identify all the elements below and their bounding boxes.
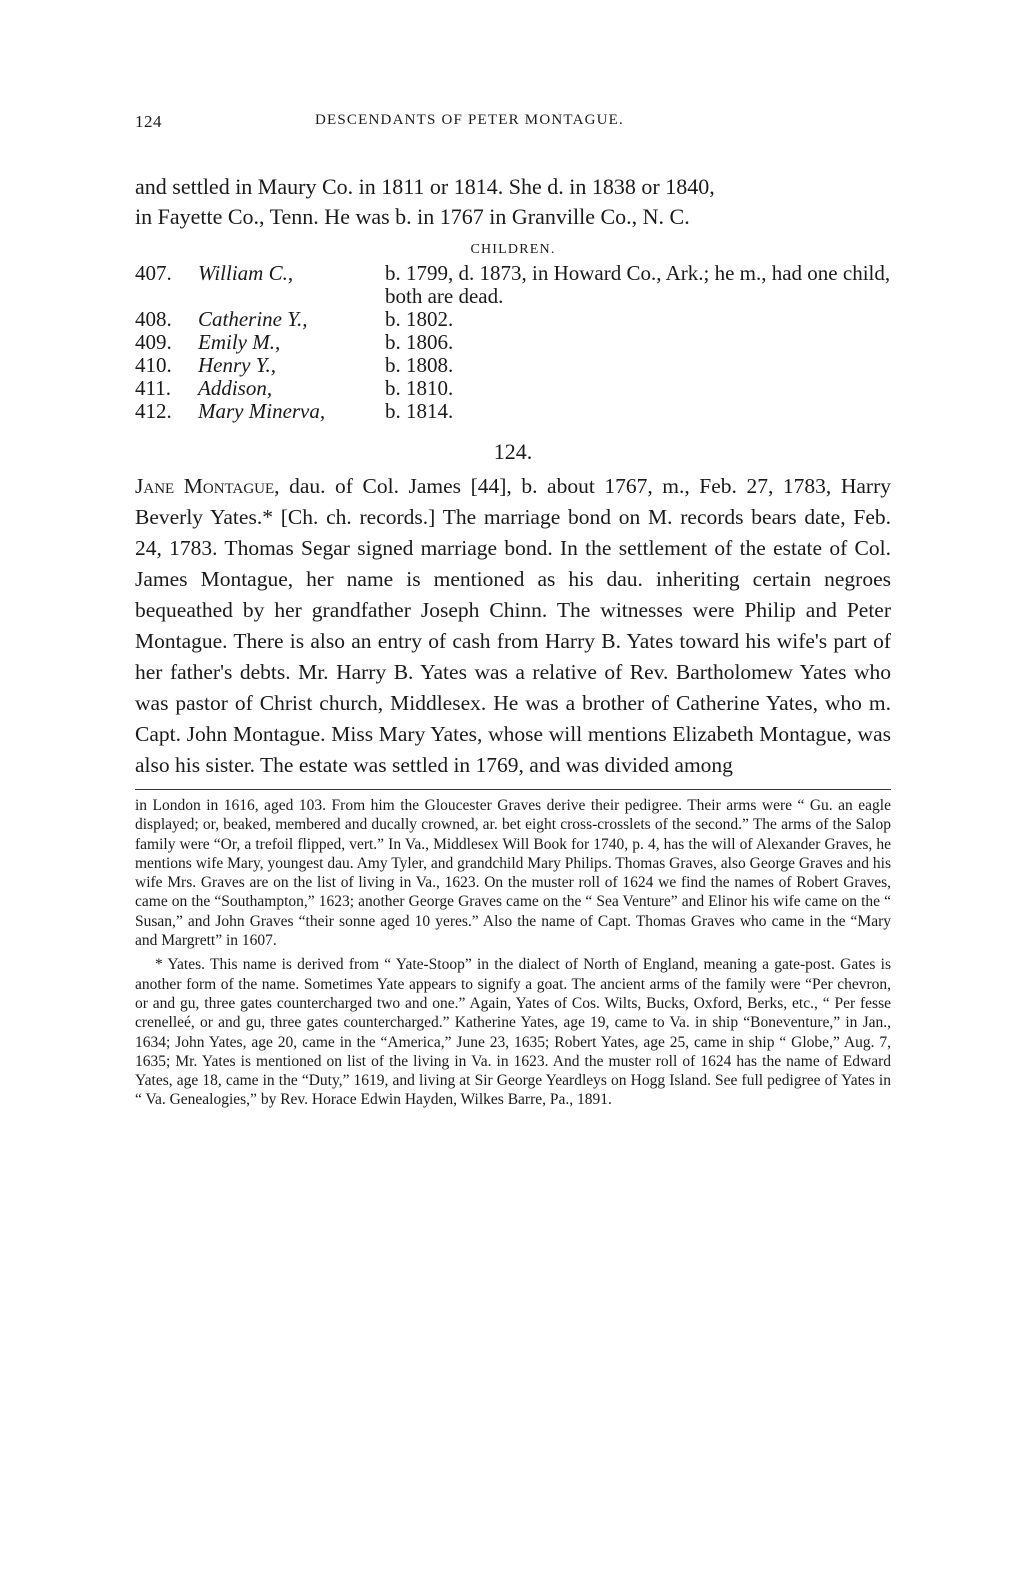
footnote-yates: * Yates. This name is derived from “ Yate-Stoop” in the dialect of North of England, meaning a gate-post. Gates is another form of the name. Sometimes Yate appears to signify a goat. The ancient arms of the family were “Per chevron, or and gu, three gates countercharged two and one.” Again, Yates of Cos. Wilts, Bucks, Oxford, Berks, etc., “ Per fesse crenelleé, or and gu, three gates countercharged.” Katherine Yates, age 19, came to Va. in ship “Boneventure,” in Jan., 1634; John Yates, age 20, came in the “America,” June 23, 1635; Robert Yates, age 25, came in ship “ Globe,” Aug. 7, 1635; Mr. Yates is mentioned on list of the living in Va. in 1623. And the muster roll of 1624 has the name of Edward Yates, age 18, came in the “Duty,” 1619, and living at Sir George Yeardleys on Hogg Island. See full pedigree of Yates in “ Va. Genealogies,” by Rev. Horace Edwin Hayden, Wilkes Barre, Pa., 1891. xyxy=(135,956,891,1109)
child-detail: b. 1814. xyxy=(385,399,454,423)
child-number: 407. xyxy=(135,261,172,285)
child-number: 412. xyxy=(135,399,172,423)
children-heading: CHILDREN. xyxy=(470,242,556,257)
child-row xyxy=(135,377,891,400)
child-number: 410. xyxy=(135,353,172,377)
child-name: William C., xyxy=(198,261,294,285)
child-name: Emily M., xyxy=(198,330,281,354)
running-title: DESCENDANTS OF PETER MONTAGUE. xyxy=(315,112,624,128)
intro-line: and settled in Maury Co. in 1811 or 1814. She d. in 1838 or 1840, xyxy=(135,174,715,199)
child-number: 409. xyxy=(135,330,172,354)
child-name: Catherine Y., xyxy=(198,307,308,331)
section-number: 124. xyxy=(493,439,533,464)
child-detail: b. 1810. xyxy=(385,376,454,400)
child-row xyxy=(135,331,891,354)
section-opening: dau. of Col. James [44], b. about 1767, m., Feb. 27, 1783, Harry Beverly Yates.* [Ch. ch. records.] xyxy=(135,474,891,529)
children-list xyxy=(135,262,891,423)
footnote-graves: in London in 1616, aged 103. From him the Gloucester Graves derive their pedigree. Their arms were “ Gu. an eagle displayed; or, beaked, membered and ducally crowned, ar. bet eight cross-crosslets of the second.” The arms of the Salop family were “Or, a trefoil flipped, vert.” In Va., Middlesex Will Book for 1740, p. 4, has the will of Alexander Graves, he mentions wife Mary, youngest dau. Amy Tyler, and grandchild Mary Philips. Thomas Graves, also George Graves and his wife Mrs. Graves are on the list of living in Va., 1623. On the muster roll of 1624 we find the names of Robert Graves, came on the “Southampton,” 1623; another George Graves came on the “ Sea Venture” and Elinor his wife came on the “ Susan,” and John Graves “their sonne aged 10 yeres.” Also the name of Capt. Thomas Graves who came in the “Mary and Margrett” in 1607. xyxy=(135,797,891,950)
child-name: Addison, xyxy=(198,376,273,400)
book-page xyxy=(135,112,891,1110)
child-row xyxy=(135,262,891,308)
intro-paragraph xyxy=(135,172,891,232)
child-row xyxy=(135,354,891,377)
child-row xyxy=(135,400,891,423)
footnote-rule xyxy=(135,789,891,790)
intro-line: in Fayette Co., Tenn. He was b. in 1767 in Granville Co., N. C. xyxy=(135,204,690,229)
child-name: Mary Minerva, xyxy=(198,399,326,423)
child-row xyxy=(135,308,891,331)
child-detail: b. 1808. xyxy=(385,353,454,377)
section-lead-name: Jane Montague, xyxy=(135,474,280,498)
running-head xyxy=(135,112,891,140)
child-detail: b. 1806. xyxy=(385,330,454,354)
section-body: The marriage bond on M. records bears date, Feb. 24, 1783. Thomas Segar signed marriage bond. In the settlement of the estate of Col. James Montague, her name is mentioned as his dau. inheriting certain negroes bequeathed by her grandfather Joseph Chinn. The witnesses were Philip and Peter Montague. There is also an entry of cash from Harry B. Yates toward his wife's part of her father's debts. Mr. Harry B. Yates was a relative of Rev. Bartholomew Yates who was pastor of Christ church, Middlesex. He was a brother of Catherine Yates, who m. Capt. John Montague. Miss Mary Yates, whose will mentions Elizabeth Montague, was also his sister. The estate was settled in 1769, and was divided among xyxy=(135,505,891,777)
child-detail: b. 1799, d. 1873, in Howard Co., Ark.; he m., had one child, both are dead. xyxy=(385,261,891,308)
child-number: 408. xyxy=(135,307,172,331)
page-number: 124 xyxy=(135,112,162,131)
child-detail: b. 1802. xyxy=(385,307,454,331)
child-number: 411. xyxy=(135,376,171,400)
section-paragraph xyxy=(135,471,891,781)
child-name: Henry Y., xyxy=(198,353,276,377)
